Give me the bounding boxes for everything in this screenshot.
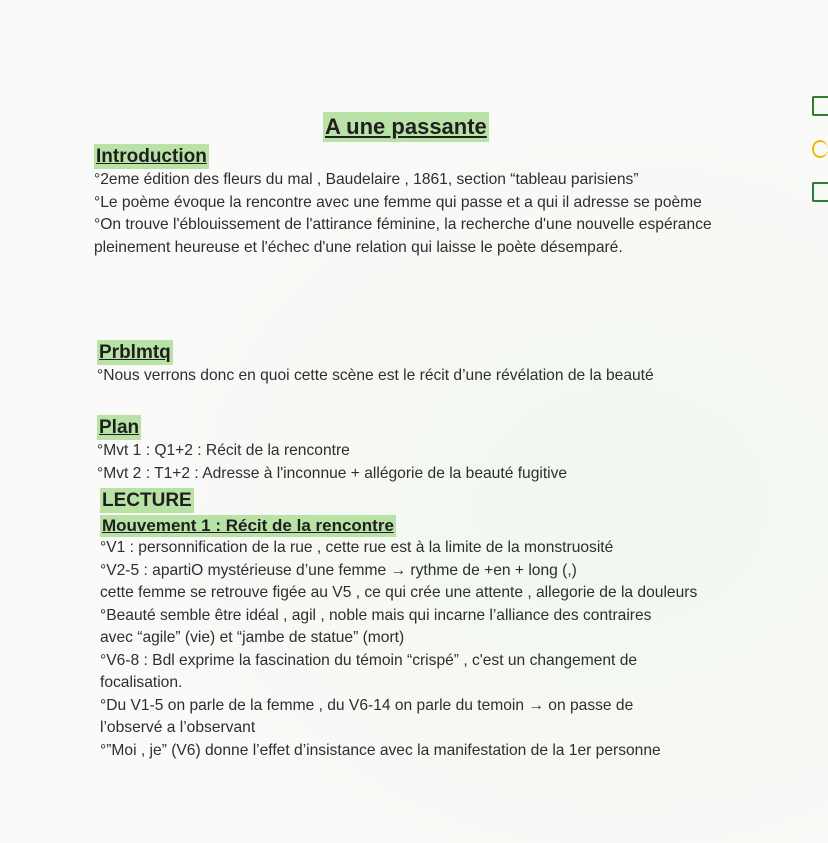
side-toolbar xyxy=(810,88,828,208)
lecture-paragraph-1: °V1 : personnification de la rue , cette rue est à la limite de la monstruosité xyxy=(100,539,614,556)
emoji-icon[interactable] xyxy=(812,140,828,158)
lecture-paragraph-4: °Beauté semble être idéal , agil , noble mais qui incarne l’alliance des contraires avec “agile” (vie) et “jambe de statue” (mort) xyxy=(100,606,652,646)
subheading-mouvement-1: Mouvement 1 : Récit de la rencontre xyxy=(102,516,394,535)
intro-paragraph-2: °Le poème évoque la rencontre avec une femme qui passe et a qui il adresse se poème xyxy=(94,193,702,211)
section-plan xyxy=(97,415,737,485)
heading-lecture: LECTURE xyxy=(102,490,192,511)
plan-item-2: °Mvt 2 : T1+2 : Adresse à l'inconnue + allégorie de la beauté fugitive xyxy=(97,464,568,482)
section-introduction xyxy=(94,144,734,259)
lecture-paragraph-3: cette femme se retrouve figée au V5 , ce qui crée une attente , allegorie de la douleurs xyxy=(100,584,698,601)
lecture-paragraph-6: °Du V1-5 on parle de la femme , du V6-14 on parle du temoin → on passe de l’observé a l’observant xyxy=(100,696,634,736)
section-lecture xyxy=(100,488,740,762)
lecture-paragraph-2: °V2-5 : apartiO mystérieuse d’une femme → rythme de +en + long (,) xyxy=(100,561,577,579)
add-comment-icon[interactable] xyxy=(812,96,828,116)
document-title: A une passante xyxy=(323,112,489,142)
heading-plan: Plan xyxy=(99,417,140,438)
prblmtq-paragraph-1: °Nous verrons donc en quoi cette scène est le récit d’une révélation de la beauté xyxy=(97,367,654,384)
heading-introduction: Introduction xyxy=(96,146,207,167)
intro-paragraph-1: °2eme édition des fleurs du mal , Baudelaire , 1861, section “tableau parisiens” xyxy=(94,171,639,188)
section-prblmtq xyxy=(97,340,707,388)
lecture-paragraph-5: °V6-8 : Bdl exprime la fascination du témoin “crispé” , c'est un changement de focalisation. xyxy=(100,651,638,691)
plan-item-1: °Mvt 1 : Q1+2 : Récit de la rencontre xyxy=(97,442,350,459)
lecture-paragraph-7: °”Moi , je” (V6) donne l’effet d’insistance avec la manifestation de la 1er personne xyxy=(100,741,661,759)
suggest-edit-icon[interactable] xyxy=(812,182,828,202)
heading-prblmtq: Prblmtq xyxy=(99,342,171,363)
intro-paragraph-3: °On trouve l'éblouissement de l'attirance féminine, la recherche d'une nouvelle espérance pleinement heureuse et l'échec d'une relation qui laisse le poète désemparé. xyxy=(94,216,712,256)
